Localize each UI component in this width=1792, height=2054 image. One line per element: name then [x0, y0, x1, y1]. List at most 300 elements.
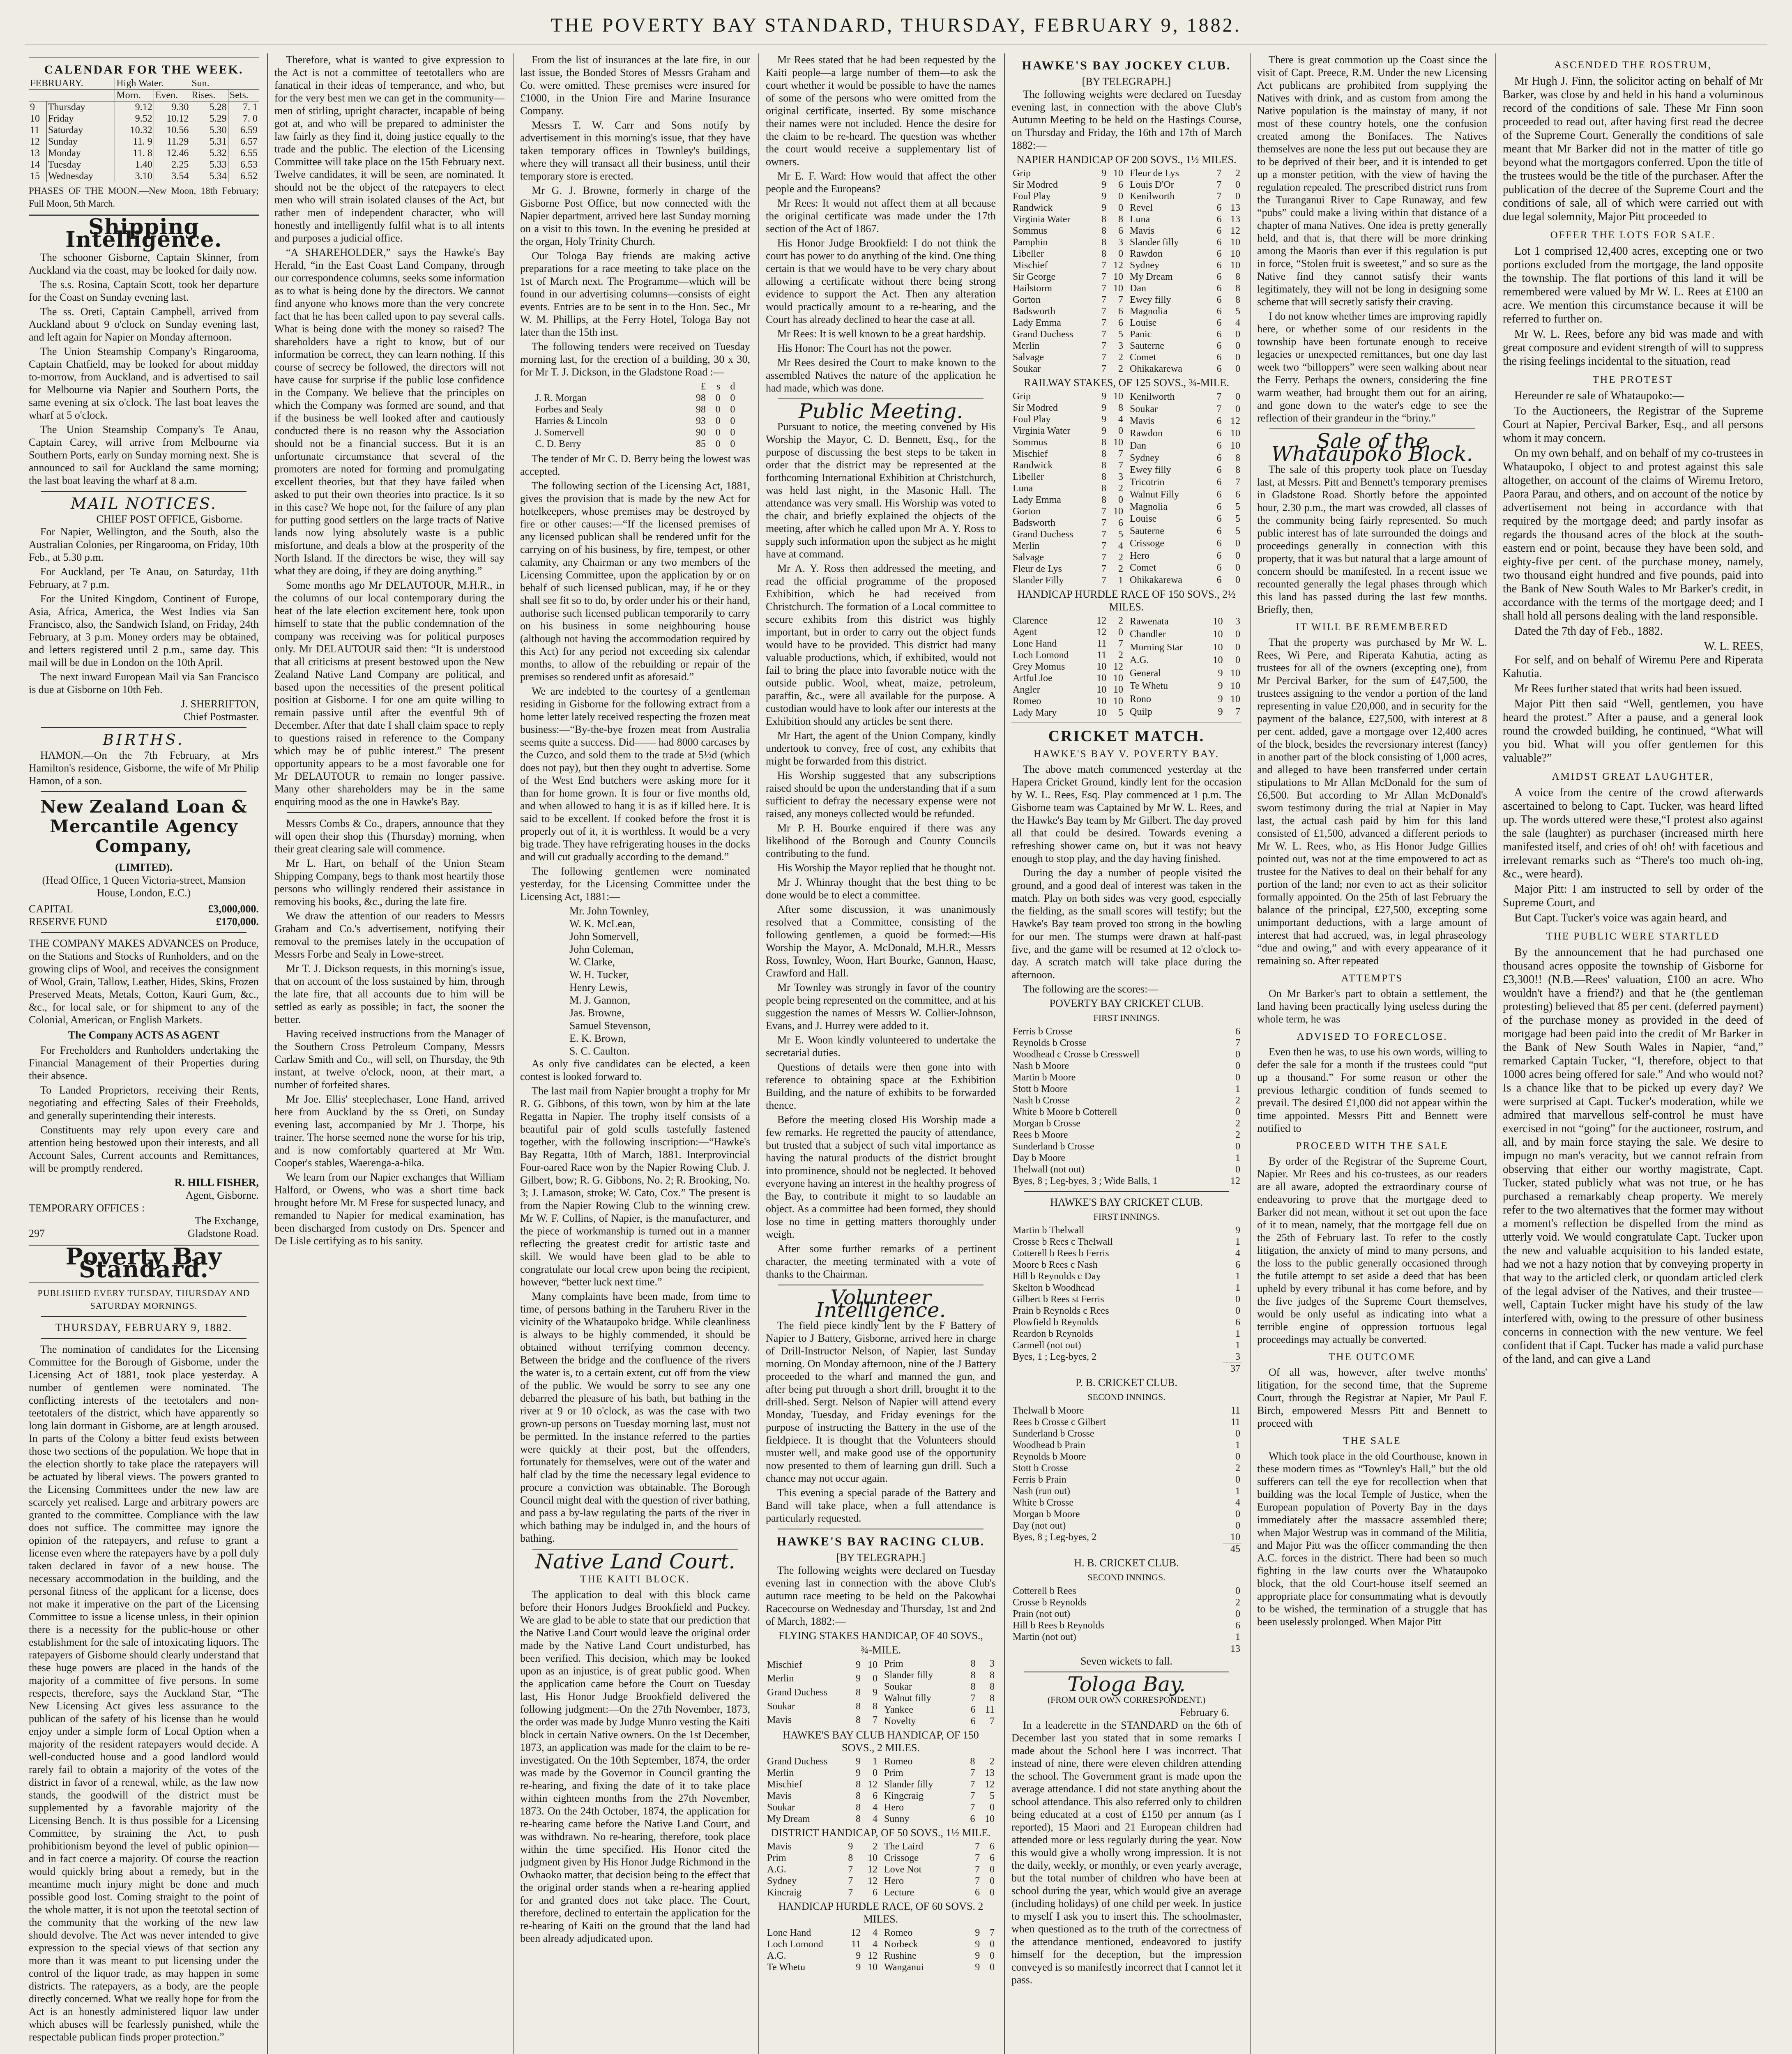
runs: 2	[1235, 1597, 1240, 1608]
tender-cell: 0	[730, 404, 735, 415]
weight-row	[1129, 680, 1242, 693]
horse-name: Crissoge	[1130, 538, 1164, 549]
hb-innings: FIRST INNINGS.	[1093, 1211, 1160, 1222]
tender-cell: Forbes and Sealy	[535, 404, 603, 415]
weight-row	[1011, 340, 1124, 352]
horse-name: Gorton	[1013, 506, 1041, 517]
weight: 10	[1230, 681, 1240, 692]
weight-row	[883, 1927, 996, 1939]
weight: 0	[990, 1962, 995, 1973]
weight: 7	[974, 1876, 980, 1886]
meeting-paragraph: Questions of details were then gone into with reference to obtaining space at the Exhibition Building, and the nature of exhibits to be forwarded thence.	[766, 1061, 996, 1111]
weight: 0	[1118, 191, 1123, 202]
runs: 0	[1235, 1451, 1240, 1462]
shipping-item: The s.s. Rosina, Captain Scott, took her departure for the Coast on Sunday evening last.	[29, 279, 259, 303]
horse-name: Revel	[1130, 203, 1153, 213]
weight: 0	[990, 1939, 995, 1950]
horse-name: Lady Mary	[1013, 707, 1057, 718]
weight: 6	[873, 1887, 878, 1898]
weight-row	[883, 1767, 996, 1779]
weight: 0	[1235, 191, 1240, 202]
weight: 9	[975, 1927, 980, 1938]
weight-row	[883, 1887, 996, 1898]
weight: 5	[990, 1791, 995, 1801]
tender-cell: 85	[696, 439, 706, 449]
subhead-proceed: PROCEED WITH THE SALE	[1296, 1140, 1449, 1151]
weight: 6	[1216, 364, 1222, 374]
score-row	[1011, 1520, 1242, 1531]
weight-row	[1011, 684, 1124, 695]
horse-name: Grip	[1013, 168, 1031, 179]
weight-row	[766, 1950, 879, 1962]
subhead-offer: OFFER THE LOTS FOR SALE.	[1550, 230, 1716, 241]
horse-name: Morning Star	[1130, 642, 1183, 653]
tide-cell: Thursday	[46, 101, 115, 113]
horse-name: Mavis	[1130, 226, 1154, 236]
batsman: Sunderland b Crosse	[1013, 1428, 1094, 1439]
horse-name: Louis D'Or	[1130, 180, 1174, 190]
tender-cell: 0	[715, 416, 721, 426]
weight: 4	[873, 1802, 878, 1813]
weight: 4	[1235, 318, 1240, 328]
weight: 8	[856, 1779, 861, 1790]
weight: 5	[1235, 501, 1240, 512]
tenders-table: £ s d J. R. Morgan 98 0 0 Forbes and Sealy 98 0 0 Harries & Lincoln 93 0 0 J. Somervell 90 0 0 C. D. Berry 85 0 0	[534, 381, 737, 450]
weight: 10	[1230, 428, 1240, 439]
horse-name: Salvage	[1013, 352, 1044, 363]
weight: 6	[974, 1887, 980, 1898]
score-row	[1011, 1037, 1242, 1049]
tide-cell: 5.29	[190, 113, 228, 124]
score-row	[1011, 1405, 1242, 1416]
whataupoko-para-11b: Major Pitt then said “Well, gentlemen, you have heard the protest.” After a pause, and a general look round the crowded building, he continued, “What will you bid. What will you offer gentlemen for this valuable?”	[1503, 698, 1763, 764]
editorial-4: Some months ago Mr DELAUTOUR, M.H.R., in the columns of our local contemporary during the heat of the late election excitement here, took upon himself to state that the public condemnation of the company was receiving was for political purposes only. Mr DELAUTOUR said then: “It is understood that all criticisms at present bestowed upon the New Zealand Native Land Company are political, and based upon the necessities of the present political position at Gisborne. I for one am quite willing to remain passive until after the eventful 9th of December. After that date I shall claim space to reply to questions raised in reference to the Company which may be of public interest.” The present opportunity appears to be a most favorable one for Mr DELAUTOUR to remain no longer passive. Many other shareholders may be in the same enquiring mood as the one in Hawke's Bay.	[274, 579, 504, 808]
horse-name: Merlin	[767, 1673, 794, 1684]
score-row	[1011, 1451, 1242, 1462]
weight: 9	[1218, 668, 1223, 679]
reserve-line: RESERVE FUND £170,000.	[29, 916, 259, 928]
horse-name: Sauterne	[1130, 341, 1164, 351]
weight: 5	[1118, 529, 1123, 540]
batsman: Day b Moore	[1013, 1153, 1065, 1163]
batsman: Morgan b Moore	[1013, 1509, 1080, 1520]
weight: 6	[1216, 501, 1222, 512]
horse-name: Soukar	[1013, 364, 1041, 374]
horse-name: Rushine	[884, 1950, 917, 1961]
score-row	[1011, 1508, 1242, 1520]
tender-row	[534, 392, 737, 404]
runs: 0	[1235, 1072, 1240, 1083]
weight: 0	[1118, 426, 1123, 436]
news-paragraph: We draw the attention of our readers to Messrs Graham and Co.'s advertisement, notifying their removal to the premises lately in the occupation of Messrs Forbe and Sealy in Lowe-street.	[274, 910, 504, 960]
weight-row	[1129, 641, 1242, 654]
weight-row	[1129, 306, 1242, 317]
weight: 0	[1235, 642, 1240, 653]
horse-name: Mischief	[767, 1659, 802, 1670]
post-office: CHIEF POST OFFICE, Gisborne.	[96, 513, 242, 525]
weight: 12	[985, 1779, 995, 1790]
weight-row	[1129, 513, 1242, 525]
weight: 8	[856, 1701, 861, 1712]
horse-name: Randwick	[1013, 203, 1053, 213]
runs: 0	[1235, 1049, 1240, 1060]
batsman: Martin b Moore	[1013, 1072, 1076, 1083]
weight-row	[1011, 707, 1124, 718]
weight: 7	[1101, 518, 1106, 528]
score-row	[1011, 1585, 1242, 1597]
weight: 10	[1230, 440, 1240, 451]
weight: 6	[1216, 416, 1222, 427]
weight: 6	[1118, 518, 1123, 528]
score-row	[1011, 1060, 1242, 1072]
weight-row	[1011, 529, 1124, 540]
weight-row	[1129, 476, 1242, 488]
horse-name: Loch Lomond	[767, 1939, 823, 1950]
weight: 9	[848, 1841, 853, 1852]
railway-stakes-title: RAILWAY STAKES, OF 125 SOVS., ¾-MILE.	[1024, 377, 1229, 389]
weight: 6	[1216, 260, 1222, 271]
horse-name: Merlin	[1013, 341, 1040, 351]
score-row	[1011, 1608, 1242, 1620]
tide-table	[29, 78, 259, 182]
jockey-intro: The following weights were declared on Tuesday evening last, in connection with the above Club's Autumn Meeting to be held on the Hastings Course, on Thursday and Friday, the 16th and 17th of March 1882:—	[1011, 88, 1242, 151]
meeting-paragraph: After some discussion, it was unanimously resolved that a Committee, consisting of the following gentlemen, a quoid be formed:—His Worship the Mayor, A. McDonald, M.H.R., Messrs Ross, Townley, Woon, Hart Bourke, Gannon, Haase, Crawford and Hall.	[766, 903, 996, 979]
batsman: Reynolds b Moore	[1013, 1451, 1086, 1462]
pb-club-title: POVERTY BAY CRICKET CLUB.	[1049, 997, 1204, 1009]
wickets-to-fall: Seven wickets to fall.	[1080, 1655, 1172, 1667]
runs: 6	[1235, 1317, 1240, 1328]
tide-cell: 7. 1	[228, 101, 259, 113]
weight: 7	[1118, 460, 1123, 471]
weight: 9	[1101, 391, 1106, 402]
weight-row	[1129, 179, 1242, 191]
horse-name: Sunny	[884, 1814, 910, 1824]
weight: 7	[1101, 564, 1106, 574]
weight: 2	[1118, 564, 1123, 574]
horse-name: Ewey filly	[1130, 295, 1171, 305]
weight: 7	[974, 1864, 980, 1875]
runs: 0	[1235, 1306, 1240, 1316]
weight: 10	[868, 1962, 878, 1973]
protest-signature: W. L. REES,	[1704, 640, 1763, 653]
horse-name: Foul Play	[1013, 191, 1051, 202]
batsman: Sunderland b Crosse	[1013, 1141, 1094, 1152]
weight: 0	[1235, 538, 1240, 549]
volunteer-paragraph: This evening a special parade of the Battery and Band will take place, when a full attendance is particularly requested.	[766, 1487, 996, 1524]
runs: 11	[1230, 1405, 1240, 1416]
temp-addr1: The Exchange,	[195, 1215, 259, 1227]
horse-name: Walnut Filly	[1130, 489, 1179, 500]
weight: 12	[1113, 661, 1123, 672]
news-paragraph: Mr Joe. Ellis' steeplechaser, Lone Hand, arrived here from Auckland by the ss Oreti, on Sunday evening last, accompanied by Mr J. Thorpe, his trainer. The horse seemed none the worse for his trip, and is now comfortably quartered at Mr Wm. Cooper's stables, Waerenga-a-hika.	[274, 1093, 504, 1169]
cricket-subheading: HAWKE'S BAY V. POVERTY BAY.	[1034, 748, 1219, 760]
weight: 8	[1235, 295, 1240, 305]
horse-name: Loch Lomond	[1013, 650, 1069, 661]
weight: 8	[1101, 483, 1106, 494]
weight-row	[1129, 574, 1242, 586]
weight: 10	[985, 1814, 995, 1824]
tender-cell: 98	[696, 404, 706, 415]
weight: 4	[873, 1814, 878, 1824]
weight-row	[1011, 615, 1124, 626]
news-paragraph: Mr L. Hart, on behalf of the Union Steam Shipping Company, begs to thank most heartily those persons who willingly rendered their assistance in removing his books, &c., during the late fire.	[274, 857, 504, 907]
tide-cell: 11.29	[154, 136, 190, 147]
batsman: Reynolds b Crosse	[1013, 1038, 1087, 1048]
runs: 0	[1235, 1609, 1240, 1619]
score-row	[1011, 1152, 1242, 1164]
weight: 2	[1118, 615, 1123, 626]
weight: 7	[970, 1779, 975, 1790]
weight-row	[1129, 403, 1242, 415]
whataupoko-para-8: Mr Hugh J. Finn, the solicitor acting on behalf of Mr Barker, was close by and held in his hand a voluminous record of the conditions of sale. These Mr Finn soon proceeded to read out, after having first read the decree of the Supreme Court. Generally the conditions of sale meant that Mr Barker did not in the matter of title go beyond what the mortgagors conferred. Upon the title of the trustees would be the title of the purchaser. After the publication of the decree of the Supreme Court and the conditions of sale, all of which were carried out with due legal solemnity, Major Pitt proceeded to	[1503, 75, 1763, 223]
runs: 1	[1235, 1271, 1240, 1282]
even-header: Even.	[154, 90, 190, 101]
horse-name: Sydney	[1130, 452, 1159, 463]
court-paragraph: Mr E. F. Ward: How would that affect the other people and the Europeans?	[766, 170, 996, 195]
horse-name: Badsworth	[1013, 306, 1055, 317]
tide-cell: 1.40	[115, 159, 154, 170]
horse-name: My Dream	[1130, 272, 1173, 282]
horse-name: Mavis	[767, 1791, 792, 1801]
weight: 7	[873, 1715, 878, 1726]
whataupoko-para-2: That the property was purchased by Mr W. L. Rees, Wi Pere, and Riperata Kahutia, acting as trustees for all of the owners (excepting one), from Mr Percival Barker, for the sum of £47,500, the trustees assigning to the vendor a portion of the land representing in value £20,000, and in security for the payment of the balance, £27,500, with interest at 8 per cent. added, gave a mortgage over 12,400 acres of the block, besides the reversionary interest (fancy) in another part of the block consisting of 1,000 acres, and alleged to have been transferred under certain stipulations to Mr Allan McDonald for the sum of £6,500. But according to Mr Allan McDonald's sworn testimony during the trial at Napier in May last, the actual cash paid by him for this land consisted of £1,500, advanced a different periods to Mr W. L. Rees, who, as His Honor Judge Gillies pointed out, was not at the time empowered to act as trustee for the Natives to deal on their behalf for any portion of the land; nor even to act as their solicitor formally appointed. On the 25th of last February the balance of the principal, £27,500, excepting some unimportant deductions, with a large amount of interest that had accrued, was, in legal phraseology “due and owing,” and with every appearance of it remaining so. After repeated	[1257, 636, 1487, 967]
weight-row	[1011, 179, 1124, 191]
tide-cell: 10	[30, 113, 40, 124]
weight-row	[883, 1875, 996, 1887]
horse-name: Merlin	[1013, 541, 1040, 551]
births-text: HAMON.—On the 7th February, at Mrs Hamilton's residence, Gisborne, the wife of Mr Philip Hamon, of a son.	[29, 749, 259, 787]
horse-name: Slander Filly	[1013, 575, 1064, 586]
weight-row	[766, 1939, 879, 1950]
weight: 11	[1097, 638, 1107, 649]
weight: 13	[985, 1768, 995, 1778]
subhead-sale: THE SALE	[1343, 1435, 1401, 1446]
weight: 5	[1235, 514, 1240, 525]
tide-cell: 15	[30, 171, 40, 182]
weight: 8	[1118, 214, 1123, 225]
weight: 6	[1216, 575, 1222, 586]
horse-name: Clarence	[1013, 615, 1048, 626]
weight: 0	[990, 1876, 995, 1886]
weight: 10	[1113, 673, 1123, 684]
weight-row	[883, 1802, 996, 1813]
weight-row	[1129, 488, 1242, 501]
tide-cell: 5.33	[190, 159, 228, 170]
cricket-paragraph: During the day a number of people visited the ground, and a good deal of interest was taken in the match. Play on both sides was very good, especially the fielding, as the small scores will testify; but the Hawke's Bay team proved too strong in the bowling for our men. The stumps were drawn at half-past five, and the game will be resumed at 12 o'clock to-day. A scratch match will take place during the afternoon.	[1011, 867, 1242, 981]
tide-cell: 11. 8	[115, 147, 154, 159]
weight: 6	[970, 1704, 976, 1715]
batsman: Skelton b Woodhead	[1013, 1283, 1094, 1293]
weight-row	[883, 1852, 996, 1864]
weight-row	[1011, 483, 1124, 494]
pb2-innings: SECOND INNINGS.	[1087, 1392, 1165, 1402]
horse-name: Grand Duchess	[767, 1756, 828, 1767]
horse-name: Te Whetu	[767, 1962, 806, 1973]
weight: 7	[990, 1716, 995, 1727]
weight: 5	[1235, 526, 1240, 537]
meeting-paragraph: Mr E. Woon kindly volunteered to undertake the secretarial duties.	[766, 1034, 996, 1059]
batsman: Plowfield b Reynolds	[1013, 1317, 1098, 1328]
weight: 8	[873, 1701, 878, 1712]
horse-name: Merlin	[767, 1768, 794, 1778]
weight: 7	[1216, 168, 1222, 179]
tide-cell: 12.46	[154, 147, 190, 159]
loan-company-name: New Zealand Loan & Mercantile Agency Company,	[40, 797, 247, 856]
runs: 1	[1235, 1153, 1240, 1163]
score-row	[1011, 1305, 1242, 1317]
agent-title: Agent, Gisborne.	[185, 1189, 259, 1201]
weight: 9	[1218, 707, 1223, 718]
weight-row	[1011, 283, 1124, 294]
horse-name: Randwick	[1013, 460, 1053, 471]
horse-name: Sir Modred	[1013, 180, 1058, 190]
runs: 1	[1235, 1440, 1240, 1451]
weight: 9	[1101, 426, 1106, 436]
weight: 10	[1230, 237, 1240, 248]
weight: 2	[1118, 352, 1123, 363]
weight: 10	[1213, 655, 1223, 666]
weight-row	[1129, 440, 1242, 452]
weight: 3	[1235, 616, 1240, 627]
runs: 2	[1235, 1095, 1240, 1106]
weight: 7	[1101, 529, 1106, 540]
score-row	[1011, 1416, 1242, 1428]
runs: 0	[1235, 1474, 1240, 1485]
weight-row	[1129, 168, 1242, 179]
batsman: Morgan b Crosse	[1013, 1118, 1080, 1129]
whataupoko-para-5: By order of the Registrar of the Supreme Court, Napier. Mr Rees and his co-trustees, as our readers are all aware, adopted the extraordinary course of endeavoring to prove that the mortgage deed to Barker did not mean, without it set out upon the face of it to mean, namely, that the mortgage fell due on the 25th of February last. To refer to the costly litigation, the anxiety of mind to many persons, and the loss to the public generally occasioned through the futile attempt to set aside a deed that has been upheld by every tribunal it has come before, and by the five judges of the Supreme Court themselves, would be only useful as indicating into what a terrible engine of oppression tortuous legal proceedings may actually be converted.	[1257, 1155, 1487, 1345]
weight: 12	[851, 1927, 861, 1938]
weight: 7	[1118, 295, 1123, 305]
weight: 10	[868, 1659, 878, 1670]
tide-cell: 12	[30, 136, 40, 147]
protest-4: Dated the 7th day of Feb., 1882.	[1514, 625, 1663, 638]
batsman: Nash b Crosse	[1013, 1095, 1070, 1106]
weight-row	[883, 1939, 996, 1950]
batsman: Martin b Thelwall	[1013, 1225, 1085, 1236]
editorial-2: Therefore, what is wanted to give expression to the Act is not a committee of teetotallers who are fanatical in their ideas of temperance, and who, but for the very best men we can get in the community—men of stirling, upright character, incapable of being got at, and who will be prepared to administer the law fairly as they find it, doing justice equally to the trade and the public. The election of the Licensing Committee will take place on the 15th February next. Twelve candidates, it will be seen, are nominated. It should not be the object of the ratepayers to elect men who will strain isolated clauses of the Act, but rather men of independent character, who will honestly and intelligently fulfil what is to all intents and purposes a judicial office.	[274, 54, 504, 244]
runs: 6	[1235, 1620, 1240, 1631]
horse-name: Pamphin	[1013, 237, 1048, 248]
weight: 10	[1230, 249, 1240, 259]
news-paragraph: The tender of Mr C. D. Berry being the lowest was accepted.	[520, 453, 750, 477]
weight-row	[766, 1686, 879, 1699]
court-paragraph: Mr Rees desired the Court to make known to the assembled Natives the nature of the application he had made, which was done.	[766, 357, 996, 394]
jockey-hurdle-weights	[1011, 615, 1242, 718]
divider	[29, 58, 259, 59]
weight: 10	[1213, 616, 1223, 627]
score-row	[1011, 1118, 1242, 1129]
nominee: S. C. Caulton.	[569, 1045, 630, 1057]
score-row	[1011, 1141, 1242, 1152]
horse-name: A.G.	[767, 1864, 786, 1875]
runs: 1	[1235, 1237, 1240, 1247]
weight-row	[1129, 294, 1242, 306]
tide-cell: 5.31	[190, 136, 228, 147]
tide-cell: 5.34	[190, 170, 228, 182]
column-1	[29, 53, 259, 2054]
horse-name: Rono	[1130, 693, 1152, 705]
horse-name: Artful Joe	[1013, 673, 1053, 684]
tide-row	[29, 159, 259, 170]
tide-cell: 13	[30, 148, 40, 159]
runs: 2	[1235, 1130, 1240, 1140]
weight: 9	[975, 1962, 980, 1973]
horse-name: Louise	[1130, 318, 1157, 328]
horse-name: Lady Emma	[1013, 318, 1061, 328]
weight: 4	[873, 1927, 878, 1938]
weight: 2	[1235, 168, 1240, 179]
weight: 12	[868, 1779, 878, 1790]
horse-name: Crissoge	[884, 1853, 919, 1863]
batsman: Prain b Reynolds c Rees	[1013, 1306, 1109, 1316]
weight-row	[883, 1658, 996, 1669]
weight: 8	[1101, 449, 1106, 459]
tide-row	[29, 113, 259, 124]
weight: 3	[1118, 341, 1123, 351]
column-6	[1257, 53, 1487, 2054]
news-paragraph: The following section of the Licensing Act, 1881, gives the provision that is made by the new Act for hotelkeepers, whose premises may be destroyed by fire or other causes:—“If the licensed premises of any licensed publican shall be rendered unfit for the carrying on of his business, by fire, tempest, or other calamity, any Chairman or any two members of the Licensing Committee, upon the application by or on behalf of such licensed publican, may, if he or they shall see fit so to do, by order under his or their hand, authorise such licensed publican temporarily to carry on his business in some neighbouring house (although not having the accommodation required by this Act) for any period not exceeding six calendar months, to allow of the rebuilding or repair of the premises so rendered unfit as aforesaid.”	[520, 480, 750, 683]
horse-name: Mischief	[1013, 260, 1048, 271]
weight-row	[766, 1756, 879, 1767]
weight: 6	[1216, 440, 1222, 451]
weight: 9	[1101, 203, 1106, 213]
weight-row	[1011, 448, 1124, 460]
horse-name: Soukar	[1130, 403, 1158, 414]
runs: 1	[1235, 1486, 1240, 1497]
tender-row	[534, 438, 737, 450]
racing-hurdle-weights	[766, 1927, 996, 1973]
weight: 6	[1216, 306, 1222, 317]
score-row	[1011, 1259, 1242, 1271]
weight-row	[766, 1864, 879, 1875]
horse-name: Luna	[1013, 483, 1033, 494]
nominee: M. J. Gannon,	[569, 994, 631, 1006]
weight: 3	[1118, 237, 1123, 248]
weight: 8	[1235, 283, 1240, 294]
meeting-paragraph: After some further remarks of a pertinent character, the meeting terminated with a vote of thanks to the Chairman.	[766, 1243, 996, 1280]
sets-header: Sets.	[228, 90, 259, 101]
weight: 8	[1101, 460, 1106, 471]
weight-row	[1011, 494, 1124, 506]
weight-row	[1011, 563, 1124, 575]
shipping-item: The Union Steamship Company's Ringarooma, Captain Chatfield, may be looked for about midday to-morrow, from Auckland, and is advertised to sail for Melbourne via Napier and Southern Ports, the same evening at six o'clock. The last boat leaves the wharf at 5 o'clock.	[29, 345, 259, 421]
runs: 4	[1235, 1248, 1240, 1259]
horse-name: Soukar	[884, 1681, 912, 1692]
tide-cell: 9.52	[115, 113, 154, 124]
weight-row	[1129, 191, 1242, 202]
score-row	[1011, 1485, 1242, 1497]
horse-name: Slander filly	[884, 1779, 933, 1790]
loan-limited: (LIMITED).	[115, 861, 173, 873]
weight-row	[883, 1692, 996, 1704]
weight-row	[1129, 260, 1242, 271]
hb2-innings: SECOND INNINGS.	[1087, 1572, 1165, 1582]
racing-club-heading: HAWKE'S BAY RACING CLUB.	[776, 1535, 985, 1548]
nominee: Samuel Stevenson,	[569, 1020, 651, 1032]
weight: 2	[873, 1841, 878, 1852]
nominee: W. H. Tucker,	[569, 969, 629, 981]
weight-row	[1129, 329, 1242, 340]
weight: 7	[1101, 552, 1106, 563]
horse-name: A.G.	[767, 1950, 786, 1961]
weight: 7	[848, 1887, 853, 1898]
weight-row	[1129, 628, 1242, 641]
weight-row	[1011, 191, 1124, 202]
weight: 9	[1218, 681, 1223, 692]
weight: 8	[990, 1681, 995, 1692]
weight: 7	[1101, 541, 1106, 551]
